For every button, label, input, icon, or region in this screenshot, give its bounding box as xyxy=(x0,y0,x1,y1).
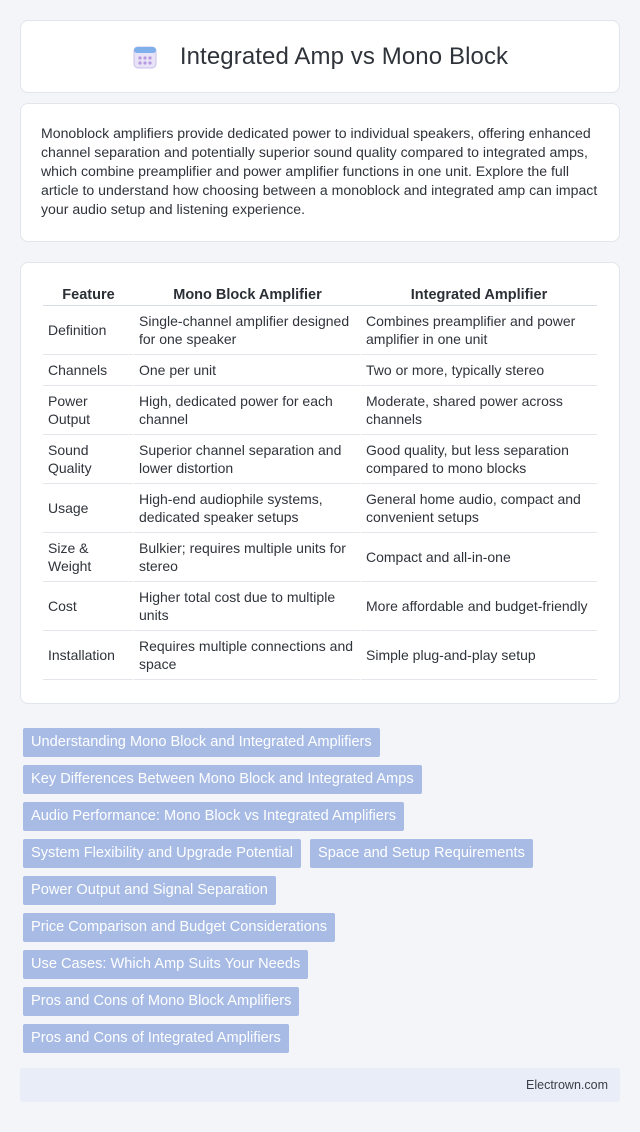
comparison-table-card xyxy=(20,262,620,704)
related-links xyxy=(23,728,623,1061)
link-pros-cons-mono[interactable]: Pros and Cons of Mono Block Amplifiers xyxy=(23,987,299,1016)
table-cell-feature: Size & Weight xyxy=(43,533,134,582)
table-row xyxy=(43,306,597,355)
table-cell-mono: Bulkier; requires multiple units for stereo xyxy=(134,533,361,582)
table-cell-integrated: Moderate, shared power across channels xyxy=(361,386,597,435)
link-space-setup[interactable]: Space and Setup Requirements xyxy=(310,839,533,868)
table-cell-feature: Cost xyxy=(43,582,134,631)
table-cell-mono: Requires multiple connections and space xyxy=(134,631,361,680)
header-card xyxy=(20,20,620,93)
footer-site: Electrown.com xyxy=(526,1078,608,1092)
table-cell-mono: High, dedicated power for each channel xyxy=(134,386,361,435)
table-cell-feature: Power Output xyxy=(43,386,134,435)
footer xyxy=(20,1068,620,1102)
header xyxy=(132,43,508,71)
link-understanding[interactable]: Understanding Mono Block and Integrated Amplifiers xyxy=(23,728,380,757)
column-header-integrated: Integrated Amplifier xyxy=(361,281,597,306)
column-header-feature: Feature xyxy=(43,281,134,306)
table-row xyxy=(43,435,597,484)
link-audio-performance[interactable]: Audio Performance: Mono Block vs Integrated Amplifiers xyxy=(23,802,404,831)
table-row xyxy=(43,355,597,386)
table-cell-feature: Usage xyxy=(43,484,134,533)
link-power-output[interactable]: Power Output and Signal Separation xyxy=(23,876,276,905)
table-cell-integrated: Compact and all-in-one xyxy=(361,533,597,582)
table-cell-integrated: General home audio, compact and convenient setups xyxy=(361,484,597,533)
table-row xyxy=(43,631,597,680)
comparison-table xyxy=(43,281,597,680)
table-row xyxy=(43,582,597,631)
table-cell-feature: Definition xyxy=(43,306,134,355)
table-cell-integrated: Two or more, typically stereo xyxy=(361,355,597,386)
table-row xyxy=(43,484,597,533)
link-use-cases[interactable]: Use Cases: Which Amp Suits Your Needs xyxy=(23,950,308,979)
table-cell-mono: Higher total cost due to multiple units xyxy=(134,582,361,631)
table-cell-feature: Installation xyxy=(43,631,134,680)
table-cell-mono: One per unit xyxy=(134,355,361,386)
table-cell-feature: Sound Quality xyxy=(43,435,134,484)
table-row xyxy=(43,533,597,582)
table-cell-integrated: Combines preamplifier and power amplifier in one unit xyxy=(361,306,597,355)
link-price-comparison[interactable]: Price Comparison and Budget Considerations xyxy=(23,913,335,942)
link-system-flexibility[interactable]: System Flexibility and Upgrade Potential xyxy=(23,839,301,868)
table-cell-mono: Superior channel separation and lower distortion xyxy=(134,435,361,484)
table-row xyxy=(43,386,597,435)
intro-card xyxy=(20,103,620,242)
link-pros-cons-integrated[interactable]: Pros and Cons of Integrated Amplifiers xyxy=(23,1024,289,1053)
page-title: Integrated Amp vs Mono Block xyxy=(179,42,509,70)
link-key-differences[interactable]: Key Differences Between Mono Block and Integrated Amps xyxy=(23,765,422,794)
column-header-mono-block: Mono Block Amplifier xyxy=(134,281,361,306)
table-cell-mono: High-end audiophile systems, dedicated speaker setups xyxy=(134,484,361,533)
calendar-icon xyxy=(132,44,158,70)
table-cell-integrated: Good quality, but less separation compared to mono blocks xyxy=(361,435,597,484)
table-cell-feature: Channels xyxy=(43,355,134,386)
intro-paragraph: Monoblock amplifiers provide dedicated power to individual speakers, offering enhanced channel separation and potentially superior sound quality compared to integrated amps, which combine preamplifier and power amplifier functions in one unit. Explore the full article to understand how choosing between a monoblock and integrated amp can impact your audio setup and listening experience. xyxy=(41,125,598,218)
table-header-row xyxy=(43,281,597,306)
table-cell-mono: Single-channel amplifier designed for one speaker xyxy=(134,306,361,355)
table-cell-integrated: Simple plug-and-play setup xyxy=(361,631,597,680)
table-cell-integrated: More affordable and budget-friendly xyxy=(361,582,597,631)
